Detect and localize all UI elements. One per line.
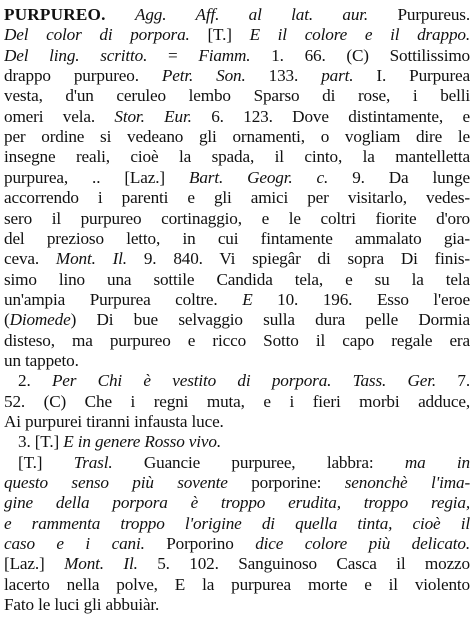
entry-text: Guancie purpuree, labbra: xyxy=(112,452,405,472)
entry-text: lacerto nella polve, E la purpurea morte e il violento xyxy=(4,574,470,594)
entry-line xyxy=(4,593,470,616)
entry-text: porporine: xyxy=(227,473,345,493)
entry-text: 133. xyxy=(245,66,322,86)
entry-text: I. Purpurea xyxy=(353,66,470,86)
entry-text: 52. (C) Che i regni muta, e i fieri morbi adduce, xyxy=(4,391,470,411)
italic-text: dice colore più delicato. xyxy=(255,534,470,554)
entry-text: [T.] xyxy=(189,25,250,45)
italic-text: Bart. Geogr. c. xyxy=(188,167,329,187)
entry-text: Purpureus. xyxy=(368,5,470,24)
italic-text: Petr. Son. xyxy=(161,66,246,86)
headword: PURPUREO. xyxy=(4,5,106,24)
entry-text: Ai purpurei tiranni infausta luce. xyxy=(4,412,224,431)
italic-text: senonchè l'ima- xyxy=(344,473,470,493)
italic-text: ma in xyxy=(404,452,470,472)
entry-text: disteso, ma purpureo e ricco Sotto il capo regale era xyxy=(4,330,470,350)
italic-text: Fiamm. xyxy=(198,45,251,65)
entry-text: 5. 102. Sanguinoso Casca il mozzo xyxy=(137,554,470,574)
italic-text: Del ling. scritto. xyxy=(4,45,148,65)
entry-text: 6. 123. Dove distintamente, e xyxy=(191,106,470,126)
entry-text: 10. 196. Esso l'eroe xyxy=(252,289,470,309)
italic-text: E xyxy=(242,289,253,309)
entry-text: ( xyxy=(4,310,10,330)
italic-text: Agg. Aff. al lat. aur. xyxy=(135,5,369,24)
italic-text: Del color di porpora. xyxy=(4,25,190,45)
entry-text: [T.] xyxy=(18,452,74,472)
entry-text xyxy=(106,5,135,24)
entry-text: un'ampia Purpurea coltre. xyxy=(4,289,243,309)
entry-text: vesta, d'un ceruleo lembo Sparso di rose, i belli xyxy=(4,86,470,106)
entry-text: un tappeto. xyxy=(4,350,79,370)
entry-text: purpurea, .. [Laz.] xyxy=(4,167,189,187)
italic-text: gine della porpora è troppo erudita, troppo regia, xyxy=(4,493,470,513)
entry-text: [Laz.] xyxy=(4,554,65,574)
italic-text: part. xyxy=(321,66,354,86)
italic-text: E in genere Rosso vivo. xyxy=(63,432,221,452)
italic-text: Stor. Eur. xyxy=(114,106,192,126)
italic-text: Mont. Il. xyxy=(64,554,138,574)
entry-text: del prezioso letto, in cui fintamente ammalato gia- xyxy=(4,228,470,248)
entry-text: simo lino una sottile Candida tela, e su la tela xyxy=(4,269,470,289)
entry-text: drappo purpureo. xyxy=(4,66,162,86)
italic-text: Per Chi è vestito di porpora. Tass. Ger. xyxy=(51,371,437,391)
italic-text: caso e i cani. xyxy=(4,534,145,554)
entry-text: 7. xyxy=(436,371,470,391)
italic-text: e rammenta troppo l'origine di quella tinta, cioè il xyxy=(4,513,470,533)
italic-text: Mont. Il. xyxy=(55,249,127,269)
entry-text: 2. xyxy=(18,371,52,391)
entry-text: sero il purpureo cortinaggio, e le coltri fiorite d'oro xyxy=(4,208,470,228)
italic-text: Diomede xyxy=(9,310,71,330)
entry-text: 9. 840. Vi spiegâr di sopra Di finis- xyxy=(126,249,470,269)
italic-text: E il colore e il drappo. xyxy=(249,25,470,45)
entry-text: Fato le luci gli abbuiàr. xyxy=(4,595,160,615)
entry-text: = xyxy=(147,45,199,65)
entry-text: ceva. xyxy=(4,249,56,269)
entry-text: accorrendo i parenti e gli amici per visitarlo, vedes- xyxy=(4,188,470,208)
italic-text: questo senso più sovente xyxy=(4,473,228,493)
entry-text: per ordine si vedeano gli ornamenti, o vogliam dire le xyxy=(4,127,470,147)
italic-text: Trasl. xyxy=(73,452,113,472)
entry-text: 9. Da lunge xyxy=(328,167,470,187)
entry-text: 3. [T.] xyxy=(18,432,64,452)
entry-text: 1. 66. (C) Sottilissimo xyxy=(250,45,470,65)
entry-text: Porporino xyxy=(144,534,256,554)
entry-text: insegne reali, cioè la spada, il cinto, la mantelletta xyxy=(4,147,470,167)
entry-text: omeri vela. xyxy=(4,106,115,126)
entry-text: ) Di bue selvaggio sulla dura pelle Dormia xyxy=(70,310,470,330)
